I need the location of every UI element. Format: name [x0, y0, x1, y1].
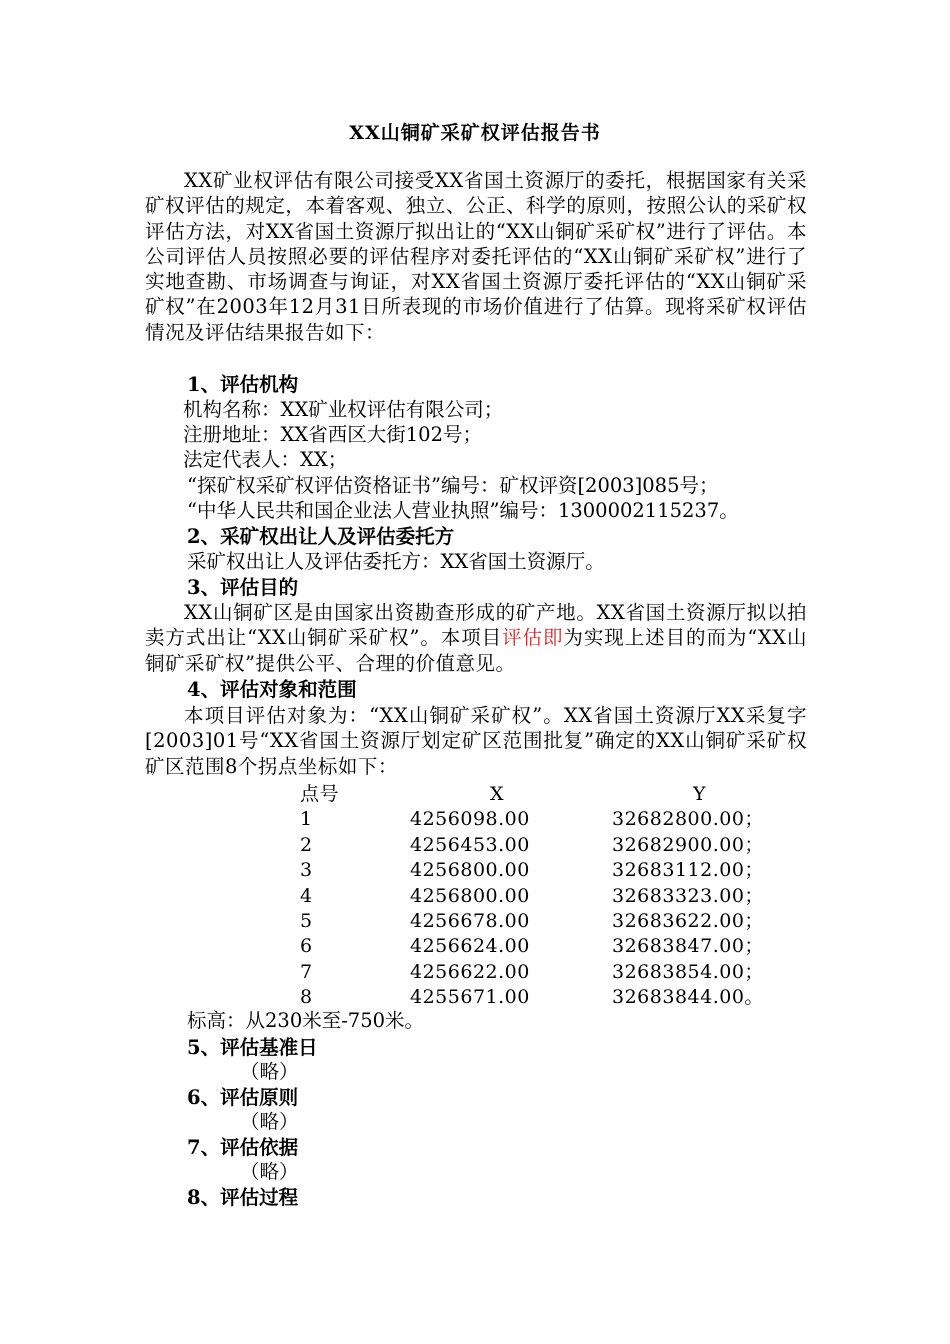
point-number: 1	[300, 808, 313, 831]
legal-representative-line: 法定代表人：XX；	[183, 448, 348, 471]
purpose-text-highlight: 评估即	[502, 626, 564, 650]
scope-paragraph: 本项目评估对象为：“XX山铜矿采矿权”。XX省国土资源厅XX采复字[2003]01号“XX省国土资源厅划定矿区范围批复”确定的XX山铜矿采矿权矿区范围8个拐点坐标如下：	[145, 704, 807, 778]
section-4-heading: 4、评估对象和范围	[187, 678, 357, 701]
section-7-omitted-note: （略）	[240, 1160, 299, 1183]
x-coordinate: 4256624.00	[410, 935, 530, 958]
coordinate-table	[0, 782, 950, 1011]
point-number: 4	[300, 884, 313, 907]
grantor-line: 采矿权出让人及评估委托方：XX省国土资源厅。	[187, 550, 605, 573]
table-row	[0, 858, 950, 883]
y-coordinate: 32683844.00。	[612, 986, 764, 1009]
section-5-heading: 5、评估基准日	[187, 1036, 318, 1059]
section-7-heading: 7、评估依据	[187, 1136, 299, 1159]
x-coordinate: 4256453.00	[410, 833, 530, 856]
table-row	[0, 909, 950, 934]
y-coordinate: 32683323.00；	[612, 884, 764, 907]
point-number: 6	[300, 935, 313, 958]
y-coordinate: 32683112.00；	[612, 859, 764, 882]
purpose-text-part-2: 为实现上述目的而为“XX山铜矿采矿权”提供公平、合理的价值意见。	[145, 626, 808, 675]
section-5-omitted-note: （略）	[240, 1060, 299, 1083]
point-number: 8	[300, 986, 313, 1009]
table-row	[0, 985, 950, 1010]
business-license-line: “中华人民共和国企业法人营业执照”编号：1300002115237。	[187, 499, 739, 522]
section-2-heading: 2、采矿权出让人及评估委托方	[187, 525, 455, 548]
y-coordinate: 32682900.00；	[612, 833, 764, 856]
table-row	[0, 833, 950, 858]
table-row	[0, 807, 950, 832]
y-coordinate: 32682800.00；	[612, 808, 764, 831]
point-number: 3	[300, 859, 313, 882]
point-number: 5	[300, 909, 313, 932]
header-x: X	[490, 783, 505, 805]
x-coordinate: 4256800.00	[410, 859, 530, 882]
section-6-heading: 6、评估原则	[187, 1086, 299, 1109]
point-number: 7	[300, 960, 313, 983]
registered-address-line: 注册地址：XX省西区大街102号；	[183, 423, 482, 446]
y-coordinate: 32683622.00；	[612, 909, 764, 932]
agency-name-line: 机构名称：XX矿业权评估有限公司；	[183, 398, 504, 421]
purpose-paragraph	[145, 600, 807, 676]
header-point: 点号	[300, 783, 340, 805]
section-8-heading: 8、评估过程	[187, 1186, 299, 1209]
y-coordinate: 32683854.00；	[612, 960, 764, 983]
x-coordinate: 4256622.00	[410, 960, 530, 983]
coordinate-table-header	[0, 782, 950, 807]
table-row	[0, 960, 950, 985]
header-y: Y	[693, 783, 707, 805]
document-title: XX山铜矿采矿权评估报告书	[349, 122, 601, 144]
table-row	[0, 934, 950, 959]
x-coordinate: 4255671.00	[410, 986, 530, 1009]
x-coordinate: 4256098.00	[410, 808, 530, 831]
table-row	[0, 884, 950, 909]
elevation-line: 标高：从230米至-750米。	[187, 1009, 425, 1032]
x-coordinate: 4256800.00	[410, 884, 530, 907]
section-1-heading: 1、评估机构	[187, 373, 299, 396]
y-coordinate: 32683847.00；	[612, 935, 764, 958]
intro-paragraph: XX矿业权评估有限公司接受XX省国土资源厅的委托，根据国家有关采矿权评估的规定，本着客观、独立、公正、科学的原则，按照公认的采矿权评估方法，对XX省国土资源厅拟出让的“XX山铜矿采矿权”进行了评估。本公司评估人员按照必要的评估程序对委托评估的“XX山铜矿采矿权”进行了实地查勘、市场调查与询证，对XX省国土资源厅委托评估的“XX山铜矿采矿权”在2003年12月31日所表现的市场价值进行了估算。现将采矿权评估情况及评估结果报告如下：	[145, 169, 807, 344]
x-coordinate: 4256678.00	[410, 909, 530, 932]
point-number: 2	[300, 833, 313, 856]
section-3-heading: 3、评估目的	[187, 576, 299, 599]
purpose-text-part-1: XX山铜矿区是由国家出资勘查形成的矿产地。XX省国土资源厅拟以拍卖方式出让“XX山铜矿采矿权”。本项目	[145, 601, 807, 650]
section-6-omitted-note: （略）	[240, 1110, 299, 1133]
qualification-certificate-line: “探矿权采矿权评估资格证书”编号：矿权评资[2003]085号；	[187, 474, 719, 497]
